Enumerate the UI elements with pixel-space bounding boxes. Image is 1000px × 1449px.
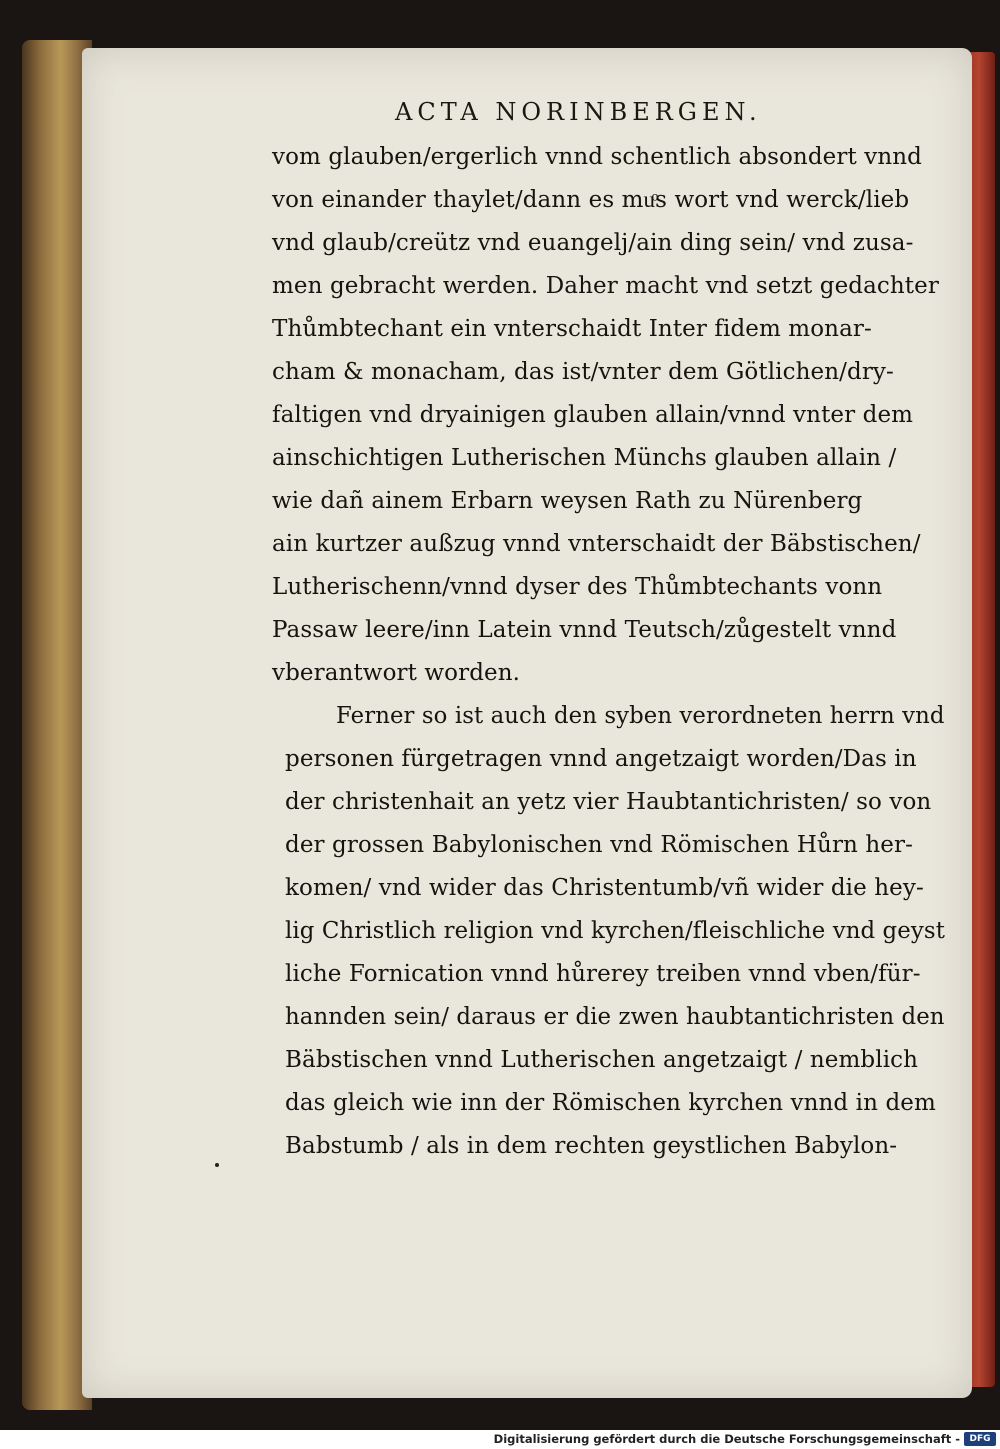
running-header: ACTA NORINBERGEN. [395,98,762,126]
text-line: Ferner so ist auch den syben verordneten herrn vnd [336,703,945,729]
text-line: vnd glaub/creütz vnd euangelj/ain ding sein/ vnd zusa- [272,230,914,256]
text-line: von einander thaylet/dann es muͦs wort vnd werck/lieb [272,187,910,213]
footer-credit: Digitalisierung gefördert durch die Deutsche Forschungsgemeinschaft - [493,1432,960,1446]
text-line: ainschichtigen Lutherischen Münchs glauben allain / [272,445,897,471]
text-line: lig Christlich religion vnd kyrchen/fleischliche vnd geyst [285,918,945,944]
text-line: vberantwort worden. [272,660,521,686]
text-line: komen/ vnd wider das Christentumb/vñ wider die hey- [285,875,924,901]
text-line: der grossen Babylonischen vnd Römischen Hůrn her- [285,832,913,858]
text-line: ain kurtzer außzug vnnd vnterschaidt der Bäbstischen/ [272,531,921,557]
text-line: Babstumb / als in dem rechten geystlichen Babylon- [285,1133,898,1159]
footer-bar [0,1430,1000,1449]
text-line: liche Fornication vnnd hůrerey treiben vnnd vben/für- [285,961,921,987]
dfg-logo: DFG [964,1432,996,1446]
text-line: faltigen vnd dryainigen glauben allain/vnnd vnter dem [272,402,914,428]
text-line: Passaw leere/inn Latein vnnd Teutsch/zůgestelt vnnd [272,617,897,643]
text-line: Lutherischenn/vnnd dyser des Thůmbtechants vonn [272,574,883,600]
ink-speck [215,1163,219,1167]
text-line: vom glauben/ergerlich vnnd schentlich absondert vnnd [272,144,922,170]
text-line: Bäbstischen vnnd Lutherischen angetzaigt / nemblich [285,1047,919,1073]
text-line: das gleich wie inn der Römischen kyrchen vnnd in dem [285,1090,936,1116]
text-line: der christenhait an yetz vier Haubtantichristen/ so von [285,789,932,815]
text-line: cham & monacham, das ist/vnter dem Götlichen/dry- [272,359,894,385]
text-line: hannden sein/ daraus er die zwen haubtantichristen den [285,1004,945,1030]
text-line: wie dañ ainem Erbarn weysen Rath zu Nürenberg [272,488,863,514]
text-line: men gebracht werden. Daher macht vnd setzt gedachter [272,273,939,299]
text-line: personen fürgetragen vnnd angetzaigt worden/Das in [285,746,917,772]
text-line: Thůmbtechant ein vnterschaidt Inter fidem monar- [272,316,872,342]
